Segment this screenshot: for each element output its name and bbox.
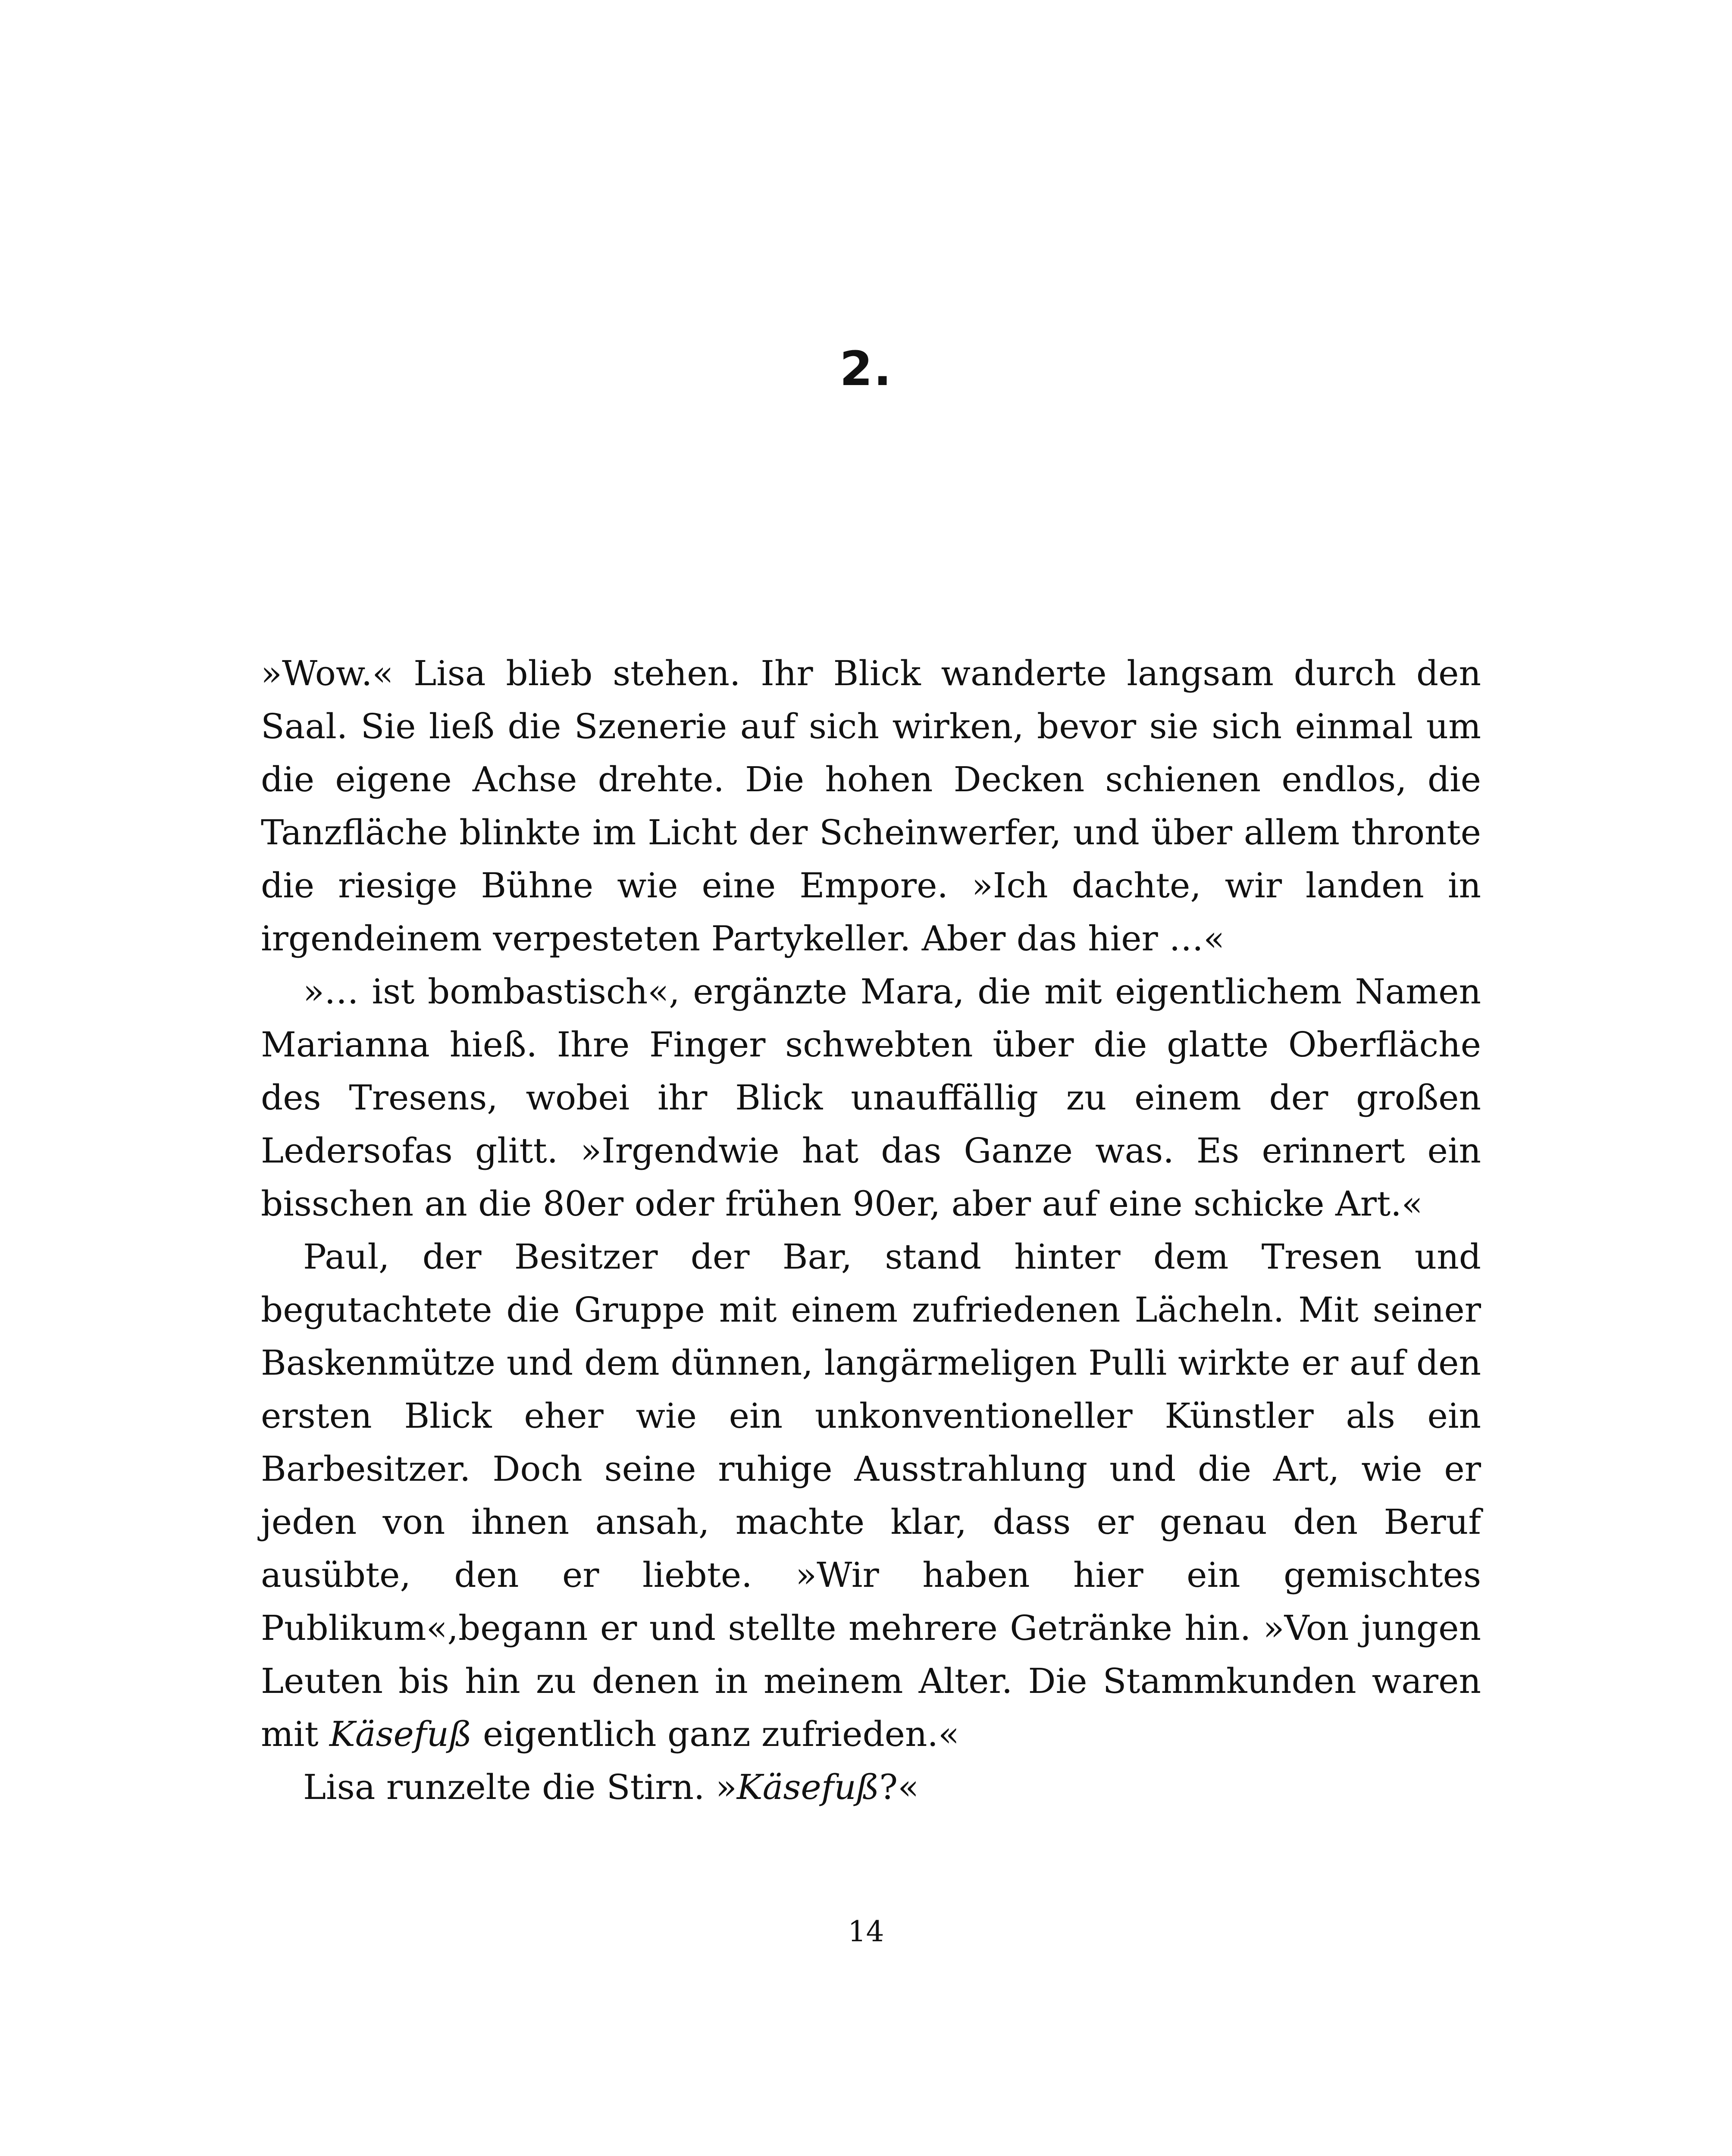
paragraph-text: ?« [879, 1767, 919, 1807]
italic-term: Käsefuß [329, 1714, 472, 1754]
paragraph: »… ist bombastisch«, ergänzte Mara, die mit eigentlichem Namen Marianna hieß. Ihre Finger schwebten über die glatte Oberfläche des Tresens, wobei ihr Blick unauffällig zu einem der großen Ledersofas glitt. »Irgendwie hat das Ganze was. Es erinnert ein bisschen an die 80er oder frühen 90er, aber auf eine schicke Art.« [261, 971, 1481, 1224]
paragraph [261, 1230, 1481, 1761]
paragraph-text: Paul, der Besitzer der Bar, stand hinter dem Tresen und begutachtete die Gruppe mit einem zufriedenen Lächeln. Mit seiner Baskenmütze und dem dünnen, langärmeligen Pulli wirkte er auf den ersten Blick eher wie ein unkonventioneller Künstler als ein Barbesitzer. Doch seine ruhige Ausstrahlung und die Art, wie er jeden von ihnen ansah, machte klar, dass er genau den Beruf ausübte, den er liebte. »Wir haben hier ein gemischtes Publikum«,begann er und stellte mehrere Getränke hin. »Von jungen Leuten bis hin zu denen in meinem Alter. Die Stammkunden waren mit [261, 1237, 1481, 1754]
paragraph [261, 1761, 1481, 1814]
paragraph: »Wow.« Lisa blieb stehen. Ihr Blick wanderte langsam durch den Saal. Sie ließ die Szenerie auf sich wirken, bevor sie sich einmal um die eigene Achse drehte. Die hohen Decken schienen endlos, die Tanzfläche blinkte im Licht der Scheinwerfer, und über allem thronte die riesige Bühne wie eine Empore. »Ich dachte, wir landen in irgendeinem verpesteten Partykeller. Aber das hier …« [261, 653, 1481, 959]
italic-term: Käsefuß [736, 1767, 880, 1807]
page-number: 14 [848, 1915, 884, 1948]
body-text [261, 647, 1481, 1814]
paragraph-text: eigentlich ganz zufrieden.« [472, 1714, 959, 1754]
chapter-heading: 2. [839, 341, 893, 396]
paragraph-text: Lisa runzelte die Stirn. » [303, 1767, 737, 1807]
